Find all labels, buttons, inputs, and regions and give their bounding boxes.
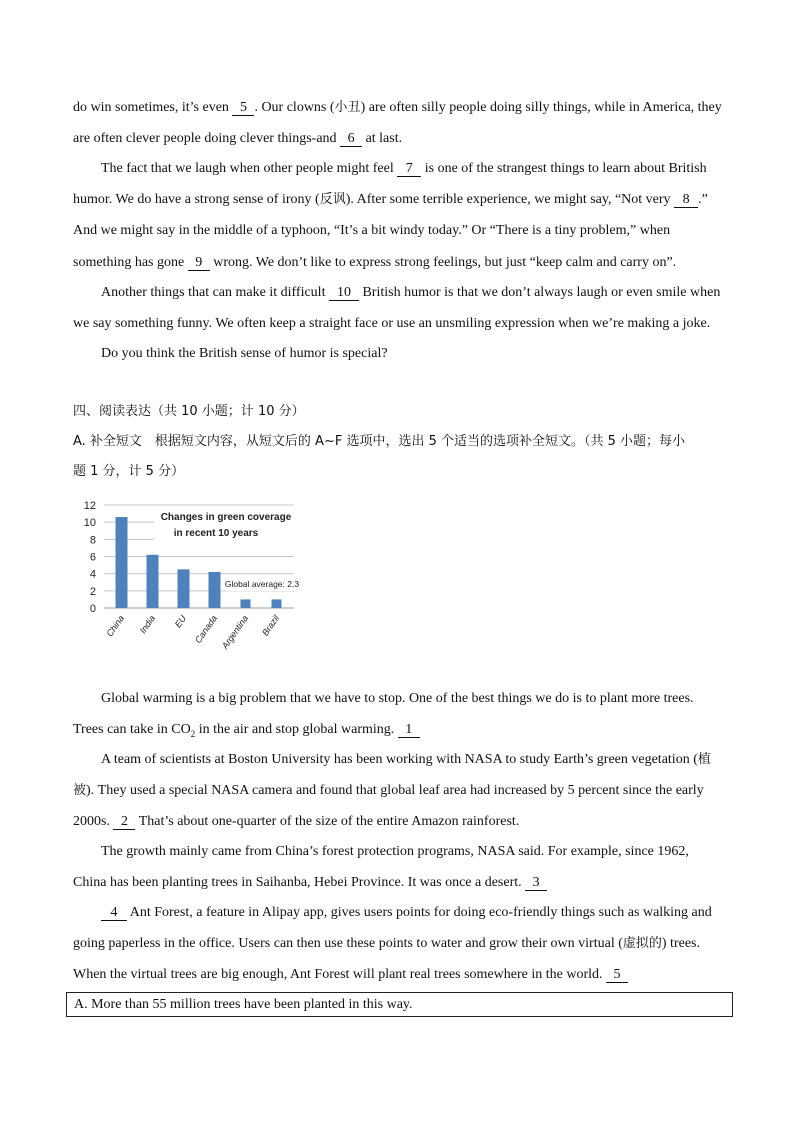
bar-eu xyxy=(178,569,190,608)
chart-title-line-2: in recent 10 years xyxy=(173,528,259,539)
bar-argentina xyxy=(241,599,251,608)
passage2-line-3: A team of scientists at Boston University has been working with NASA to study Earth’s green vegetation (植 xyxy=(101,752,711,767)
bar-brazil xyxy=(272,599,282,608)
passage1-line-4: humor. We do have a strong sense of irony (反讽). After some terrible experience, we might say, “Not very 8 .” xyxy=(73,192,708,207)
blank-8[interactable]: 8 xyxy=(674,192,698,208)
y-tick-label: 0 xyxy=(89,603,96,615)
category-label-brazil: Brazil xyxy=(260,613,282,638)
section-instruction-2: 题 1 分，计 5 分） xyxy=(73,464,185,479)
blank-5b[interactable]: 5 xyxy=(606,967,628,983)
passage1-line-6: something has gone 9 wrong. We don’t like to express strong feelings, but just “keep calm and carry on”. xyxy=(73,255,677,270)
blank-9[interactable]: 9 xyxy=(188,255,210,271)
passage2-line-9: going paperless in the office. Users can then use these points to water and grow their own virtual (虚拟的) trees. xyxy=(73,936,700,951)
category-label-eu: EU xyxy=(172,613,189,630)
passage2-line-8: 4 Ant Forest, a feature in Alipay app, gives users points for doing eco-friendly things such as walking and xyxy=(101,904,727,922)
y-tick-label: 8 xyxy=(89,534,96,547)
chart-annotation: Global average: 2.3 xyxy=(224,579,300,589)
blank-1[interactable]: 1 xyxy=(398,722,420,738)
option-a-box xyxy=(66,992,733,1017)
blank-10[interactable]: 10 xyxy=(329,285,359,301)
passage1-line-8: we say something funny. We often keep a straight face or use an unsmiling expression when we’re making a joke. xyxy=(73,316,711,331)
blank-2[interactable]: 2 xyxy=(113,814,135,830)
passage2-line-1: Global warming is a big problem that we have to stop. One of the best things we do is to plant more trees. xyxy=(101,691,694,706)
green-coverage-chart xyxy=(68,493,304,663)
passage2-line-10: When the virtual trees are big enough, Ant Forest will plant real trees somewhere in the world. 5 xyxy=(73,966,727,984)
blank-3[interactable]: 3 xyxy=(525,875,547,891)
passage1-line-1: do win sometimes, it’s even 5 . Our clowns (小丑) are often silly people doing silly things, while in America, they xyxy=(73,100,722,115)
passage2-line-6: The growth mainly came from China’s forest protection programs, NASA said. For example, since 1962, xyxy=(101,844,689,859)
passage2-line-7: China has been planting trees in Saihanba, Hebei Province. It was once a desert. 3 xyxy=(73,874,727,892)
y-tick-label: 2 xyxy=(89,585,96,598)
blank-6[interactable]: 6 xyxy=(340,131,362,147)
option-a: A. More than 55 million trees have been planted in this way. xyxy=(74,997,413,1012)
chart-title-line-1: Changes in green coverage xyxy=(160,512,292,523)
passage2-line-2: Trees can take in $CO_2$ in the air and stop global warming. 1 xyxy=(73,721,727,743)
category-label-canada: Canada xyxy=(192,613,220,645)
passage2-line-4: 被). They used a special NASA camera and found that global leaf area had increased by 5 percent since the early xyxy=(73,783,704,798)
bar-china xyxy=(116,517,128,608)
bar-india xyxy=(147,555,159,608)
passage1-line-5: And we might say in the middle of a typhoon, “It’s a bit windy today.” Or “There is a tiny problem,” when xyxy=(73,223,671,238)
blank-5[interactable]: 5 xyxy=(232,100,254,116)
section-instruction-1: A. 补全短文 根据短文内容，从短文后的 A~F 选项中，选出 5 个适当的选项补全短文。（共 5 小题；每小 xyxy=(73,434,686,449)
category-label-argentina: Argentina xyxy=(219,613,251,651)
blank-7[interactable]: 7 xyxy=(397,161,421,177)
y-tick-label: 12 xyxy=(83,500,96,512)
passage1-line-2: are often clever people doing clever things-and 6 at last. xyxy=(73,131,403,146)
y-tick-label: 6 xyxy=(89,551,96,564)
passage1-line-7: Another things that can make it difficult 10 British humor is that we don’t always laugh or even smile when xyxy=(101,285,721,300)
y-tick-label: 4 xyxy=(89,568,96,581)
blank-4[interactable]: 4 xyxy=(101,905,127,921)
section-heading: 四、阅读表达（共 10 小题；计 10 分） xyxy=(73,404,305,419)
passage2-line-5: 2000s. 2 That’s about one-quarter of the size of the entire Amazon rainforest. xyxy=(73,814,520,829)
bar-canada xyxy=(209,572,221,608)
passage1-line-3: The fact that we laugh when other people might feel 7 is one of the strangest things to learn about British xyxy=(101,161,707,176)
passage1-line-9: Do you think the British sense of humor is special? xyxy=(101,346,388,361)
y-tick-label: 10 xyxy=(83,517,96,530)
category-label-china: China xyxy=(104,613,127,639)
category-label-india: India xyxy=(137,613,158,636)
